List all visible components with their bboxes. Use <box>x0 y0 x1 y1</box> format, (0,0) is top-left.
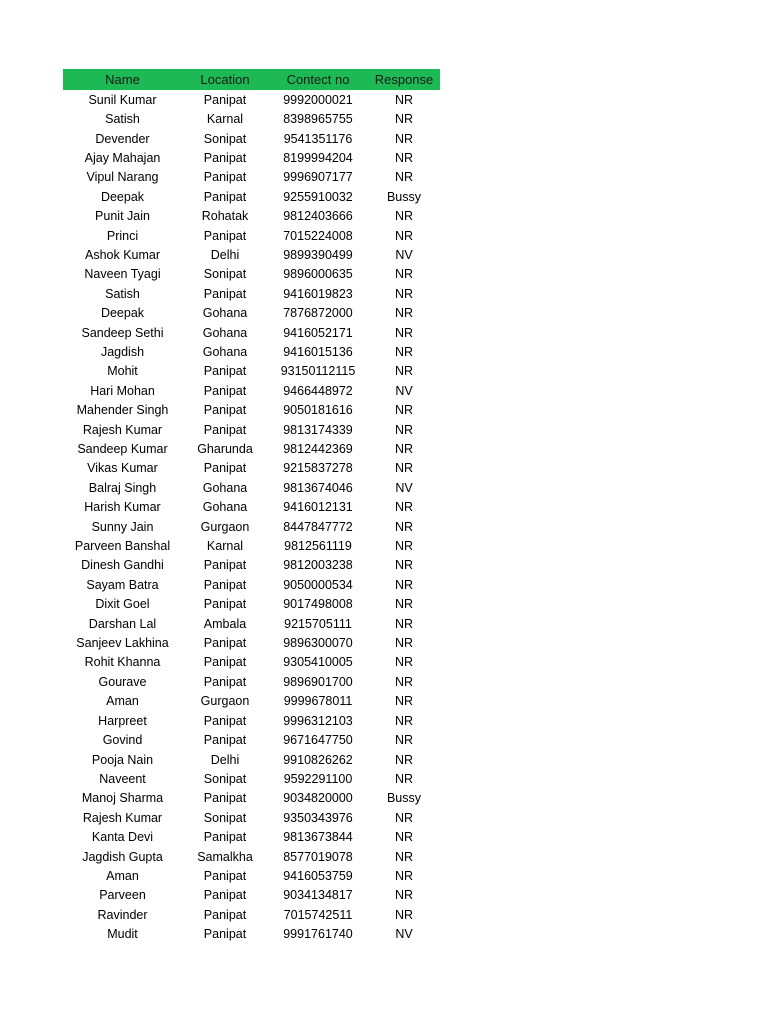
cell-location: Gurgaon <box>200 694 250 709</box>
cell-response: NR <box>394 830 414 845</box>
cell-location: Samalkha <box>197 849 253 864</box>
header-row <box>63 69 440 90</box>
cell-location: Panipat <box>203 286 247 301</box>
cell-contact: 9416053759 <box>283 868 353 883</box>
table-row <box>63 90 440 109</box>
table-row <box>63 265 440 284</box>
cell-name: Rohit Khanna <box>84 655 161 670</box>
table-row <box>63 401 440 420</box>
cell-response: NR <box>394 267 414 282</box>
cell-location: Panipat <box>203 461 247 476</box>
cell-contact: 9466448972 <box>283 383 353 398</box>
cell-contact: 8447847772 <box>283 519 353 534</box>
table-row <box>63 226 440 245</box>
cell-contact: 9034134817 <box>283 888 353 903</box>
table-row <box>63 905 440 924</box>
cell-response: NR <box>394 636 414 651</box>
cell-name: Balraj Singh <box>88 480 157 495</box>
cell-name: Gourave <box>98 674 147 689</box>
cell-contact: 9812561119 <box>284 539 352 554</box>
cell-response: NV <box>395 480 413 495</box>
cell-location: Panipat <box>203 674 247 689</box>
cell-contact: 9896901700 <box>283 674 353 689</box>
table-row <box>63 847 440 866</box>
cell-contact: 9416012131 <box>283 500 353 515</box>
table-row <box>63 109 440 128</box>
cell-name: Ravinder <box>97 907 148 922</box>
cell-name: Jagdish Gupta <box>82 849 163 864</box>
cell-response: NV <box>395 247 413 262</box>
cell-contact: 9813174339 <box>283 422 353 437</box>
cell-contact: 9896300070 <box>283 636 353 651</box>
cell-name: Mohit <box>107 364 138 379</box>
cell-name: Govind <box>102 733 143 748</box>
table-row <box>63 769 440 788</box>
cell-name: Ajay Mahajan <box>84 150 161 165</box>
cell-contact: 9991761740 <box>283 927 353 942</box>
cell-contact: 93150112115 <box>280 364 356 379</box>
cell-contact: 9671647750 <box>283 733 353 748</box>
cell-location: Panipat <box>203 733 247 748</box>
cell-response: NR <box>394 674 414 689</box>
cell-response: NR <box>394 713 414 728</box>
contact-table <box>63 69 440 944</box>
cell-contact: 9017498008 <box>283 597 353 612</box>
cell-response: Bussy <box>386 791 422 806</box>
cell-response: NR <box>394 150 414 165</box>
cell-contact: 9812403666 <box>283 209 353 224</box>
cell-response: NR <box>394 131 414 146</box>
cell-contact: 9813673844 <box>283 830 353 845</box>
table-row <box>63 789 440 808</box>
cell-response: NR <box>394 500 414 515</box>
table-row <box>63 536 440 555</box>
cell-name: Aman <box>106 868 139 883</box>
cell-contact: 9215837278 <box>283 461 353 476</box>
cell-contact: 7015224008 <box>283 228 353 243</box>
cell-response: NR <box>394 752 414 767</box>
table-row <box>63 750 440 769</box>
table-row <box>63 478 440 497</box>
table-row <box>63 362 440 381</box>
cell-contact: 9996312103 <box>283 713 353 728</box>
table-row <box>63 692 440 711</box>
table-row <box>63 672 440 691</box>
cell-contact: 9350343976 <box>283 810 353 825</box>
table-row <box>63 420 440 439</box>
cell-location: Panipat <box>203 189 247 204</box>
cell-name: Hari Mohan <box>90 383 155 398</box>
table-row <box>63 653 440 672</box>
table-row <box>63 303 440 322</box>
table-row <box>63 498 440 517</box>
cell-location: Gohana <box>202 325 248 340</box>
cell-name: Ashok Kumar <box>84 247 161 262</box>
cell-name: Vipul Narang <box>86 170 159 185</box>
cell-location: Karnal <box>206 112 244 127</box>
cell-name: Deepak <box>100 189 145 204</box>
cell-name: Sandeep Kumar <box>77 442 168 457</box>
cell-name: Sanjeev Lakhina <box>76 636 169 651</box>
table-row <box>63 595 440 614</box>
cell-location: Panipat <box>203 888 247 903</box>
table-row <box>63 381 440 400</box>
cell-contact: 9812003238 <box>283 558 353 573</box>
cell-contact: 9992000021 <box>283 92 353 107</box>
cell-response: NR <box>394 577 414 592</box>
cell-name: Naveen Tyagi <box>84 267 161 282</box>
cell-location: Delhi <box>210 752 240 767</box>
cell-location: Panipat <box>203 577 247 592</box>
cell-response: NR <box>394 810 414 825</box>
cell-name: Naveent <box>99 771 146 786</box>
cell-location: Panipat <box>203 868 247 883</box>
cell-response: NR <box>394 442 414 457</box>
cell-response: NR <box>394 539 414 554</box>
cell-name: Pooja Nain <box>91 752 154 767</box>
cell-location: Delhi <box>210 247 240 262</box>
table-header <box>63 69 440 90</box>
table-row <box>63 827 440 846</box>
cell-location: Gohana <box>202 480 248 495</box>
column-header-name: Name <box>105 72 140 87</box>
cell-contact: 8199994204 <box>283 150 353 165</box>
cell-contact: 8577019078 <box>283 849 353 864</box>
cell-location: Panipat <box>203 383 247 398</box>
column-header-location: Location <box>200 72 250 87</box>
cell-response: NR <box>394 868 414 883</box>
cell-response: NR <box>394 364 414 379</box>
cell-name: Sandeep Sethi <box>81 325 164 340</box>
cell-location: Panipat <box>203 597 247 612</box>
cell-response: NR <box>394 616 414 631</box>
cell-response: NV <box>395 927 413 942</box>
cell-contact: 9034820000 <box>283 791 353 806</box>
cell-response: NR <box>394 209 414 224</box>
table-row <box>63 284 440 303</box>
cell-location: Panipat <box>203 830 247 845</box>
cell-location: Panipat <box>203 92 247 107</box>
column-header-response: Response <box>374 72 434 87</box>
cell-name: Sunil Kumar <box>88 92 157 107</box>
cell-contact: 9996907177 <box>283 170 353 185</box>
cell-response: NR <box>394 306 414 321</box>
table-row <box>63 556 440 575</box>
cell-response: NR <box>394 771 414 786</box>
cell-location: Sonipat <box>203 771 247 786</box>
cell-name: Satish <box>105 286 140 301</box>
cell-response: NR <box>394 655 414 670</box>
cell-location: Ambala <box>203 616 247 631</box>
table-row <box>63 866 440 885</box>
cell-response: NR <box>394 519 414 534</box>
cell-contact: 9999678011 <box>283 694 353 709</box>
cell-location: Gharunda <box>197 442 253 457</box>
cell-location: Panipat <box>203 364 247 379</box>
cell-location: Panipat <box>203 228 247 243</box>
cell-response: NR <box>394 461 414 476</box>
cell-location: Gohana <box>202 500 248 515</box>
cell-response: Bussy <box>386 189 422 204</box>
cell-contact: 9215705111 <box>284 616 352 631</box>
cell-contact: 9050000534 <box>283 577 353 592</box>
cell-location: Sonipat <box>203 810 247 825</box>
table-row <box>63 342 440 361</box>
cell-name: Darshan Lal <box>88 616 157 631</box>
cell-response: NR <box>394 403 414 418</box>
cell-location: Sonipat <box>203 131 247 146</box>
cell-location: Gohana <box>202 344 248 359</box>
cell-name: Aman <box>106 694 139 709</box>
cell-location: Rohatak <box>201 209 249 224</box>
cell-name: Parveen <box>99 888 146 903</box>
cell-response: NR <box>394 170 414 185</box>
table-row <box>63 206 440 225</box>
cell-name: Punit Jain <box>95 209 150 224</box>
cell-response: NR <box>394 92 414 107</box>
cell-contact: 9255910032 <box>283 189 353 204</box>
table-row <box>63 245 440 264</box>
cell-response: NR <box>394 597 414 612</box>
cell-response: NR <box>394 422 414 437</box>
cell-contact: 9541351176 <box>283 131 353 146</box>
table-row <box>63 459 440 478</box>
cell-name: Harish Kumar <box>84 500 161 515</box>
table-row <box>63 886 440 905</box>
cell-location: Sonipat <box>203 267 247 282</box>
cell-contact: 9416015136 <box>283 344 353 359</box>
cell-name: Harpreet <box>98 713 147 728</box>
cell-contact: 9050181616 <box>283 403 353 418</box>
cell-contact: 9812442369 <box>283 442 353 457</box>
cell-contact: 9416019823 <box>283 286 353 301</box>
table-row <box>63 924 440 943</box>
cell-response: NV <box>395 383 413 398</box>
cell-response: NR <box>394 888 414 903</box>
table-row <box>63 808 440 827</box>
cell-location: Panipat <box>203 713 247 728</box>
cell-contact: 9592291100 <box>283 771 353 786</box>
table-row <box>63 730 440 749</box>
cell-response: NR <box>394 694 414 709</box>
cell-contact: 7876872000 <box>283 306 353 321</box>
cell-contact: 7015742511 <box>283 907 353 922</box>
cell-contact: 9813674046 <box>283 480 353 495</box>
cell-name: Kanta Devi <box>91 830 154 845</box>
table-row <box>63 517 440 536</box>
cell-name: Parveen Banshal <box>74 539 171 554</box>
cell-contact: 9910826262 <box>283 752 353 767</box>
cell-location: Panipat <box>203 655 247 670</box>
cell-name: Sunny Jain <box>91 519 154 534</box>
table-row <box>63 187 440 206</box>
table-row <box>63 129 440 148</box>
table-row <box>63 575 440 594</box>
column-header-contact: Contect no <box>286 72 350 87</box>
cell-name: Mahender Singh <box>76 403 169 418</box>
cell-name: Mudit <box>107 927 138 942</box>
cell-response: NR <box>394 558 414 573</box>
cell-name: Princi <box>106 228 139 243</box>
cell-location: Panipat <box>203 791 247 806</box>
cell-name: Deepak <box>100 306 145 321</box>
cell-contact: 9899390499 <box>283 247 353 262</box>
table-row <box>63 711 440 730</box>
table-row <box>63 168 440 187</box>
cell-response: NR <box>394 112 414 127</box>
cell-location: Panipat <box>203 636 247 651</box>
cell-name: Satish <box>105 112 140 127</box>
table-row <box>63 439 440 458</box>
cell-location: Panipat <box>203 403 247 418</box>
cell-response: NR <box>394 907 414 922</box>
cell-name: Vikas Kumar <box>87 461 158 476</box>
cell-response: NR <box>394 228 414 243</box>
cell-name: Rajesh Kumar <box>82 810 163 825</box>
table-row <box>63 323 440 342</box>
cell-response: NR <box>394 849 414 864</box>
cell-location: Gurgaon <box>200 519 250 534</box>
table-row <box>63 148 440 167</box>
cell-location: Panipat <box>203 558 247 573</box>
cell-location: Panipat <box>203 927 247 942</box>
cell-name: Rajesh Kumar <box>82 422 163 437</box>
cell-location: Panipat <box>203 150 247 165</box>
cell-contact: 9416052171 <box>283 325 353 340</box>
cell-response: NR <box>394 325 414 340</box>
cell-response: NR <box>394 733 414 748</box>
cell-location: Gohana <box>202 306 248 321</box>
cell-name: Dixit Goel <box>95 597 150 612</box>
cell-location: Panipat <box>203 422 247 437</box>
cell-name: Manoj Sharma <box>81 791 164 806</box>
cell-name: Jagdish <box>100 344 145 359</box>
table-body <box>63 90 440 944</box>
cell-location: Panipat <box>203 907 247 922</box>
table-row <box>63 614 440 633</box>
cell-location: Panipat <box>203 170 247 185</box>
table-row <box>63 633 440 652</box>
cell-name: Sayam Batra <box>86 577 159 592</box>
cell-response: NR <box>394 286 414 301</box>
cell-location: Karnal <box>206 539 244 554</box>
cell-response: NR <box>394 344 414 359</box>
cell-name: Devender <box>95 131 150 146</box>
cell-contact: 8398965755 <box>283 112 353 127</box>
cell-contact: 9896000635 <box>283 267 353 282</box>
cell-contact: 9305410005 <box>283 655 353 670</box>
cell-name: Dinesh Gandhi <box>81 558 164 573</box>
